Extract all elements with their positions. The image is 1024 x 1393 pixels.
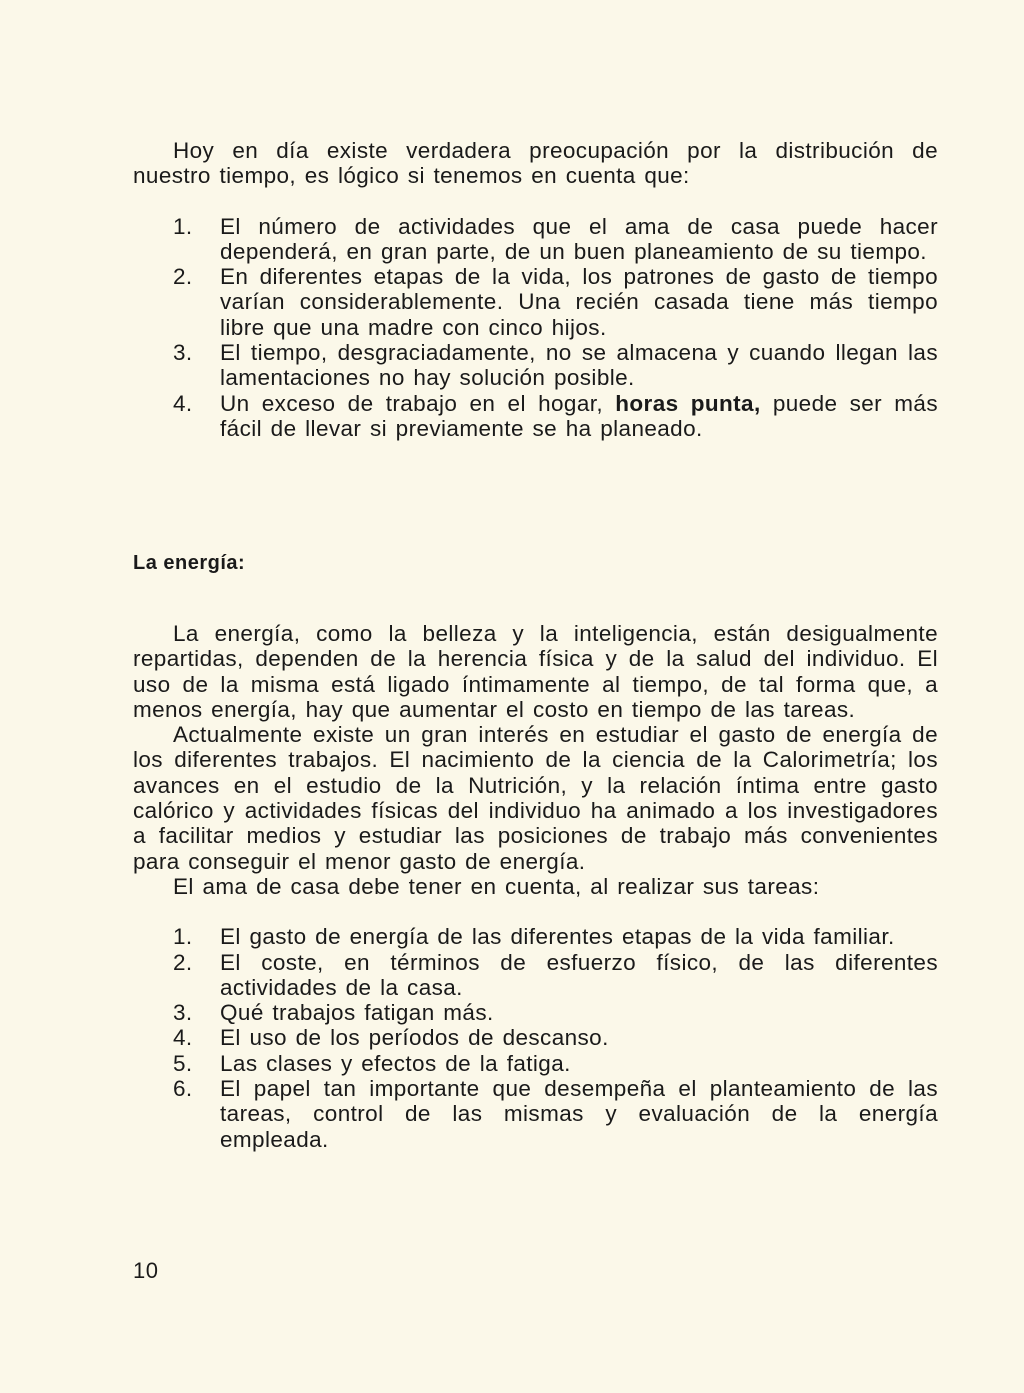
- list-number: 1.: [173, 924, 193, 950]
- list-item: [133, 1000, 938, 1025]
- list-number: 2.: [173, 949, 193, 975]
- list-item: [133, 340, 938, 391]
- list-item-text: El coste, en términos de esfuerzo físico, de las diferentes actividades de la casa.: [220, 949, 938, 1000]
- list-item-text: El gasto de energía de las diferentes etapas de la vida familiar.: [220, 924, 895, 950]
- list-number: 1.: [173, 213, 193, 239]
- list-item: [133, 950, 938, 1001]
- energy-paragraph: La energía, como la belleza y la inteligencia, están desigualmente repartidas, dependen de la herencia física y de la salud del individuo. El uso de la misma está ligado íntimamente al tiempo, de tal forma que, a menos energía, hay que aumentar el costo en tiempo de las tareas.: [133, 621, 938, 722]
- list-number: 6.: [173, 1076, 193, 1102]
- list-item: [133, 1076, 938, 1152]
- list-item-text: El tiempo, desgraciadamente, no se almacena y cuando llegan las lamentaciones no hay solución posible.: [220, 340, 938, 391]
- intro-section: [133, 138, 938, 441]
- page-number: 10: [133, 1258, 159, 1283]
- list-item: [133, 391, 938, 442]
- list-number: 4.: [173, 390, 193, 416]
- energy-list: [133, 924, 938, 1152]
- list-item-text: Un exceso de trabajo en el hogar,: [220, 390, 616, 416]
- list-number: 2.: [173, 264, 193, 290]
- list-item: [133, 1051, 938, 1076]
- list-number: 3.: [173, 1000, 193, 1026]
- intro-list: [133, 214, 938, 442]
- list-number: 3.: [173, 340, 193, 366]
- list-item-text: El papel tan importante que desempeña el planteamiento de las tareas, control de las mismas y evaluación de la energía empleada.: [220, 1076, 938, 1152]
- list-item-text: El número de actividades que el ama de casa puede hacer dependerá, en gran parte, de un buen planeamiento de su tiempo.: [220, 213, 938, 264]
- list-item: [133, 924, 938, 949]
- list-item: [133, 214, 938, 265]
- section-heading: La energía:: [133, 552, 246, 574]
- list-item: [133, 264, 938, 340]
- bold-term: horas punta,: [615, 390, 761, 416]
- list-number: 5.: [173, 1050, 193, 1076]
- list-number: 4.: [173, 1025, 193, 1051]
- list-item-text: puede ser más fácil de llevar si previamente se ha planeado.: [220, 390, 938, 441]
- energy-paragraph: Actualmente existe un gran interés en estudiar el gasto de energía de los diferentes trabajos. El nacimiento de la ciencia de la Calorimetría; los avances en el estudio de la Nutrición, y la relación íntima entre gasto calórico y actividades físicas del individuo ha animado a los investigadores a facilitar medios y estudiar las posiciones de trabajo más convenientes para conseguir el menor gasto de energía.: [133, 722, 938, 874]
- energy-section: [133, 621, 938, 1152]
- intro-paragraph: Hoy en día existe verdadera preocupación por la distribución de nuestro tiempo, es lógico si tenemos en cuenta que:: [133, 138, 938, 189]
- list-item: [133, 1025, 938, 1050]
- list-item-text: Las clases y efectos de la fatiga.: [220, 1050, 571, 1076]
- list-item-text: Qué trabajos fatigan más.: [220, 1000, 494, 1026]
- list-item-text: El uso de los períodos de descanso.: [220, 1025, 609, 1051]
- energy-paragraph: El ama de casa debe tener en cuenta, al realizar sus tareas:: [173, 873, 820, 899]
- list-item-text: En diferentes etapas de la vida, los patrones de gasto de tiempo varían considerablemente. Una recién casada tiene más tiempo libre que una madre con cinco hijos.: [220, 264, 938, 340]
